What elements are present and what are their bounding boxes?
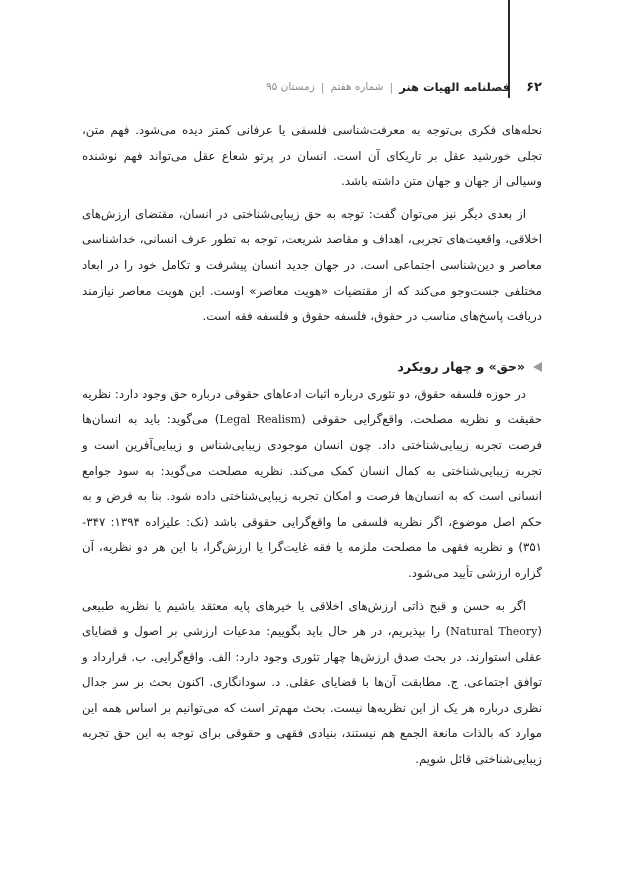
latin-term: Natural Theory [450,625,538,639]
journal-name: فصلنامه الهیات هنر [399,80,511,94]
header-separator: | [320,80,325,94]
latin-term: Legal Realism [219,413,302,427]
header-separator: | [389,80,394,94]
issue-label: شماره هفتم [330,81,384,93]
body-text [82,118,542,780]
page-number: ۶۲ [526,79,542,95]
paragraph [82,382,542,587]
section-heading [82,356,542,378]
running-header [250,76,542,98]
paragraph-text: ) می‌گوید: باید به انسان‌ها فرصت تجربه زیبایی‌شناختی داد. چون انسان موجودی زیبایی‌شناس و زیبایی‌آفرین است و تجربه زیبایی‌شناختی به کمال انسان کمک می‌کند. نظریه مصلحت می‌گوید: به سود جوامع انسانی است که به انسان‌ها فرصت و امکان تجربه زیبایی‌شناختی داده شود. بنا به فرض و به حکم اصل موضوع، اگر نظریه فلسفی ما واقع‌گرایی حقوقی باشد (نک: علیزاده ۱۳۹۴: ۳۴۷- ۳۵۱) و نظریه فقهی ما مصلحت ملزمه یا فقه غایت‌گرا یا ارزش‌گرا، با این هر دو نظریه، آن گزاره ارزشی تأیید می‌شود. [82,412,542,580]
paragraph: نحله‌های فکری بی‌توجه به معرفت‌شناسی فلسفی یا عرفانی کمتر دیده می‌شود. فهم متن، تجلی خورشید عقل بر تاریکای آن است. انسان در پرتو شعاع عقل می‌تواند فهم نوشنده وسیالی از جهان و جهان متن داشته باشد. [82,123,542,189]
triangle-bullet-icon [533,362,542,372]
season-label: زمستان ۹۵ [266,81,315,93]
paragraph-text: ) را بپذیریم، در هر حال باید بگوییم: مدعیات ارزشی بر اصول و قضایای عقلی استوارند. در بحث صدق ارزش‌ها چهار تئوری وجود دارد: الف. واقع‌گرایی. ب. قرارداد و توافق اجتماعی. ج. مطابقت آن‌ها با قضایای عقلی. د. سودانگاری. اکنون بحث بر سر جدال نظری درباره هر یک از این نظریه‌ها نیست. بحث مهم‌تر است که می‌توانیم بر اساس همه این موارد که بالذات مانعة الجمع هم نیستند، بنیادی فقهی و حقوقی برای توجه به این حق تجربه زیبایی‌شناختی قائل شویم. [82,624,542,767]
paragraph [82,594,542,773]
paragraph: از بعدی دیگر نیز می‌توان گفت: توجه به حق زیبایی‌شناختی در انسان، مقتضای ارزش‌های اخلاقی، واقعیت‌های تجربی، اهداف و مقاصد شریعت، توجه به تطور عرف انسانی، خداشناسی معاصر و دین‌شناسی اجتماعی است. در جهان جدید انسان پیشرفت و تکامل خود را در ابعاد مختلفی جست‌وجو می‌کند که از مقتضیات «هویت معاصر» اوست. این هویت معاصر نیازمند دریافت پاسخ‌های مناسب در حقوق، فلسفه حقوق و فلسفه فقه است. [82,206,542,324]
section-title: «حق» و چهار رویکرد [397,359,525,375]
paragraph-text: در حوزه فلسفه حقوق، دو تئوری درباره اثبات ادعاهای حقوقی درباره حق وجود دارد: نظریه حقیقت و نظریه مصلحت. واقع‌گرایی حقوقی ( [82,386,542,427]
paragraph-text: اگر به حسن و قبح ذاتی ارزش‌های اخلاقی یا خیرهای پایه معتقد باشیم یا نظریه طبیعی ( [82,598,542,639]
